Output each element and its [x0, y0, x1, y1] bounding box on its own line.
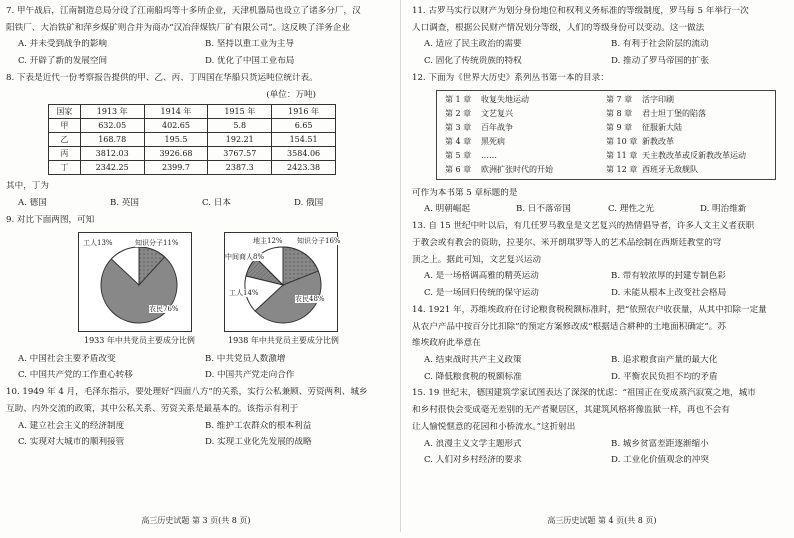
q10-option-b: B. 维护工农群众的根本利益 — [205, 421, 386, 432]
q15-option-d: D. 工业化价值观念的冲突 — [611, 455, 792, 466]
q13-line-2: 于教会或有教会的资助，拉斐尔、米开朗琪罗等人的艺术品绘制在西斯廷教堂的穹 — [412, 238, 792, 249]
q13-option-d: D. 未能从根本上改变社会格局 — [611, 288, 792, 299]
toc-chapter-title: 欧洲扩张时代的开始 — [481, 165, 553, 174]
toc-chapter-title: 征服新大陆 — [642, 123, 682, 132]
q8-unit: (单位：万吨) — [6, 90, 386, 101]
table-cell: 丁 — [49, 161, 81, 175]
table-cell: 2387.3 — [208, 161, 272, 175]
table-cell: 2342.25 — [80, 161, 144, 175]
table-cell: 3767.57 — [208, 147, 272, 161]
table-cell: 乙 — [49, 133, 81, 147]
q12-stem: 12. 下面为《世界大历史》系列丛书第一本的目录： — [412, 73, 792, 84]
table-cell: 402.65 — [144, 119, 208, 133]
pie-1933-label-intellectuals: 知识分子11% — [135, 239, 179, 248]
pie-1938-label-intellectuals: 知识分子16% — [297, 237, 341, 246]
question-13 — [412, 221, 792, 299]
question-14 — [412, 305, 792, 383]
table-cell: 3584.06 — [272, 147, 336, 161]
page-divider — [400, 0, 401, 532]
pie-chart-1933 — [78, 232, 192, 332]
table-cell: 2399.7 — [144, 161, 208, 175]
pie-1938-label-workers: 工人14% — [229, 289, 259, 298]
pie-charts — [6, 232, 386, 362]
q10-option-c: C. 实现对大城市的顺利接管 — [18, 437, 199, 448]
question-11 — [412, 6, 792, 67]
table-cell: 丙 — [49, 147, 81, 161]
table-header: 1913 年 — [80, 105, 144, 119]
q11-line-1: 11. 古罗马实行以财产为划分身份地位和权利义务标准的等级制度，罗马每 5 年举行一次 — [412, 6, 792, 17]
question-9 — [6, 215, 386, 381]
q13-option-c: C. 是一场回归传统的保守运动 — [424, 288, 605, 299]
q11-option-c: C. 固化了传统贵族的特权 — [424, 56, 605, 67]
q8-option-b: B. 英国 — [110, 198, 202, 209]
toc-chapter-title: …… — [481, 151, 497, 160]
toc-chapter-number: 第 8 章 — [606, 109, 642, 119]
table-cell: 632.05 — [80, 119, 144, 133]
table-header: 1914 年 — [144, 105, 208, 119]
table-header: 国家 — [49, 105, 81, 119]
toc-chapter-number: 第 1 章 — [445, 95, 481, 105]
toc-chapter-number: 第 7 章 — [606, 95, 642, 105]
table-cell: 195.5 — [144, 133, 208, 147]
q15-line-2: 和乡村很快会变成毫无差别的无产者聚居区，其建筑风格将像监狱一样，再也不会有 — [412, 405, 792, 416]
q11-option-d: D. 推动了罗马帝国的扩张 — [611, 56, 792, 67]
table-cell: 3812.03 — [80, 147, 144, 161]
pie-chart-1938 — [224, 232, 338, 332]
q7-line-1: 7. 甲午战后，江南制造总局分设了江南船坞等十多所企业，天津机器局也设立了诸多分厂，汉 — [6, 6, 386, 17]
toc-entry — [445, 165, 606, 175]
q14-option-c: C. 降低粮食税的税额标准 — [424, 372, 605, 383]
q8-option-a: A. 德国 — [18, 198, 110, 209]
table-header-row — [49, 105, 336, 119]
q8-option-d: D. 俄国 — [294, 198, 386, 209]
table-header: 1916 年 — [272, 105, 336, 119]
q9-stem: 9. 对比下面两图，可知 — [6, 215, 386, 226]
table-cell: 2423.38 — [272, 161, 336, 175]
table-cell: 5.8 — [208, 119, 272, 133]
toc-chapter-number: 第 4 章 — [445, 137, 481, 147]
toc-entry — [445, 95, 606, 105]
shipping-tonnage-table — [48, 104, 336, 175]
toc-chapter-title: 天主教改革或反新教改革运动 — [642, 151, 746, 160]
q7-option-b: B. 坚持以重工业为主导 — [205, 39, 386, 50]
q10-line-2: 互助、内外交流的政策，其中公私关系、劳资关系是最基本的。该指示有利于 — [6, 404, 386, 415]
question-15 — [412, 388, 792, 466]
page-3 — [6, 6, 386, 538]
toc-chapter-number: 第 10 章 — [606, 137, 642, 147]
page-3-footer: 高三历史试题 第 3 页(共 8 页) — [6, 516, 386, 526]
q15-option-b: B. 城乡贫富差距逐渐缩小 — [611, 439, 792, 450]
toc-chapter-title: 黑死病 — [481, 137, 505, 146]
table-cell: 154.51 — [272, 133, 336, 147]
q11-option-b: B. 有利于社会阶层的流动 — [611, 39, 792, 50]
toc-chapter-title: 西班牙无敌舰队 — [642, 165, 698, 174]
pie-1938-label-farmers: 农民48% — [295, 295, 325, 304]
toc-chapter-title: 文艺复兴 — [481, 109, 513, 118]
q7-line-2: 阳铁厂、大冶铁矿和萍乡煤矿则合并为商办“汉冶萍煤铁厂矿有限公司”。这反映了洋务企业 — [6, 23, 386, 34]
table-cell: 168.78 — [80, 133, 144, 147]
toc-entry — [606, 137, 767, 147]
q12-option-a: A. 明朝崛起 — [424, 204, 516, 215]
toc-entry — [445, 109, 606, 119]
pie-1938-caption: 1938 年中共党员主要成分比例 — [228, 336, 339, 346]
q7-option-d: D. 优化了中国工业布局 — [205, 56, 386, 67]
toc-chapter-number: 第 11 章 — [606, 151, 642, 161]
q14-option-a: A. 结束战时共产主义政策 — [424, 355, 605, 366]
q13-line-1: 13. 自 15 世纪中叶以后，有几任罗马教皇是文艺复兴的热情倡导者，许多人文主义者获职 — [412, 221, 792, 232]
q15-option-c: C. 人们对乡村经济的要求 — [424, 455, 605, 466]
q9-option-d: D. 中国共产党走向合作 — [205, 370, 386, 381]
toc-chapter-title: 收复失地运动 — [481, 95, 529, 104]
q9-option-c: C. 中国共产党的工作重心转移 — [18, 370, 199, 381]
q7-option-a: A. 并未受到战争的影响 — [18, 39, 199, 50]
toc-chapter-title: 活字印刷 — [642, 95, 674, 104]
q10-option-d: D. 实现工业化先发展的战略 — [205, 437, 386, 448]
q10-line-1: 10. 1949 年 4 月，毛泽东指示，要处理好“四面八方”的关系，实行公私兼顾、劳资两利、城乡 — [6, 387, 386, 398]
question-8 — [6, 73, 386, 209]
question-7 — [6, 6, 386, 67]
toc-entry — [445, 123, 606, 133]
page-4-footer: 高三历史试题 第 4 页(共 8 页) — [412, 516, 792, 526]
table-cell: 6.65 — [272, 119, 336, 133]
q10-option-a: A. 建立社会主义的经济制度 — [18, 421, 199, 432]
q13-line-3: 顶之上。据此可知，文艺复兴运动 — [412, 255, 792, 266]
q14-option-b: B. 追求粮食亩产量的最大化 — [611, 355, 792, 366]
pie-1933-label-workers: 工人13% — [83, 239, 113, 248]
pie-1933-caption: 1933 年中共党员主要成分比例 — [84, 336, 195, 346]
page-4 — [412, 6, 792, 538]
table-header: 1915 年 — [208, 105, 272, 119]
toc-entry — [606, 109, 767, 119]
pie-1938-label-landlords: 地主12% — [253, 237, 283, 246]
q9-option-b: B. 中共党员人数激增 — [205, 354, 386, 365]
toc-chapter-number: 第 12 章 — [606, 165, 642, 175]
table-cell: 甲 — [49, 119, 81, 133]
toc-chapter-title: 百年战争 — [481, 123, 513, 132]
q14-option-d: D. 平衡农民负担不均的矛盾 — [611, 372, 792, 383]
question-10 — [6, 387, 386, 448]
toc-chapter-number: 第 9 章 — [606, 123, 642, 133]
q12-tail: 可作为本书第 5 章标题的是 — [412, 188, 792, 199]
table-row — [49, 147, 336, 161]
q8-option-c: C. 日本 — [202, 198, 294, 209]
q9-option-a: A. 中国社会主要矛盾改变 — [18, 354, 199, 365]
toc-chapter-number: 第 3 章 — [445, 123, 481, 133]
q8-stem: 8. 下表是近代一份考察报告提供的甲、乙、丙、丁四国在华船只货运吨位统计表。 — [6, 73, 386, 84]
pie-1938-label-merchants: 中间商人8% — [225, 253, 264, 262]
toc-entry — [606, 95, 767, 105]
q14-line-2: 从农户产品中按百分比扣除”的预定方案修改成“根据适合耕种的土地面积确定”。苏 — [412, 322, 792, 333]
table-row — [49, 161, 336, 175]
table-row — [49, 133, 336, 147]
table-cell: 192.21 — [208, 133, 272, 147]
toc-entry — [445, 137, 606, 147]
q15-option-a: A. 浪漫主义文学主题形式 — [424, 439, 605, 450]
q15-line-1: 15. 19 世纪末，德国建筑学家试图表达了深深的忧虑：“祖国正在变成蒸汽寂寞之地，城市 — [412, 388, 792, 399]
table-cell: 3926.68 — [144, 147, 208, 161]
q13-option-a: A. 是一场格调高雅的精英运动 — [424, 271, 605, 282]
q8-tail: 其中，丁为 — [6, 181, 386, 192]
toc-entry — [445, 151, 606, 161]
q14-line-1: 14. 1921 年，苏维埃政府在讨论粮食税税额标准时，把“依照农户收获量，从其中扣除一定量 — [412, 305, 792, 316]
q14-line-3: 维埃政府此举意在 — [412, 338, 792, 349]
toc-chapter-title: 君士坦丁堡的陷落 — [642, 109, 706, 118]
toc-entry — [606, 165, 767, 175]
q13-option-b: B. 带有较浓厚的封建专制色彩 — [611, 271, 792, 282]
table-row — [49, 119, 336, 133]
q12-option-b: B. 日不落帝国 — [516, 204, 608, 215]
q11-option-a: A. 适应了民主政治的需要 — [424, 39, 605, 50]
toc-entry — [606, 123, 767, 133]
toc-chapter-number: 第 2 章 — [445, 109, 481, 119]
q12-option-c: C. 理性之光 — [608, 204, 700, 215]
q15-line-3: 让人愉悦惬意的花园和小桥流水。”这折射出 — [412, 422, 792, 433]
pie-1938-svg — [225, 233, 337, 331]
question-12 — [412, 73, 792, 215]
toc-chapter-number: 第 6 章 — [445, 165, 481, 175]
q12-option-d: D. 明治维新 — [700, 204, 792, 215]
pie-1933-label-farmers: 农民76% — [149, 305, 179, 314]
book-table-of-contents — [436, 90, 776, 180]
q11-line-2: 人口调查，根据公民财产情况划分等级，人们的等级身份可以变动。这一做法 — [412, 23, 792, 34]
q7-option-c: C. 开辟了新的发展空间 — [18, 56, 199, 67]
toc-chapter-number: 第 5 章 — [445, 151, 481, 161]
toc-chapter-title: 新教改革 — [642, 137, 674, 146]
toc-entry — [606, 151, 767, 161]
